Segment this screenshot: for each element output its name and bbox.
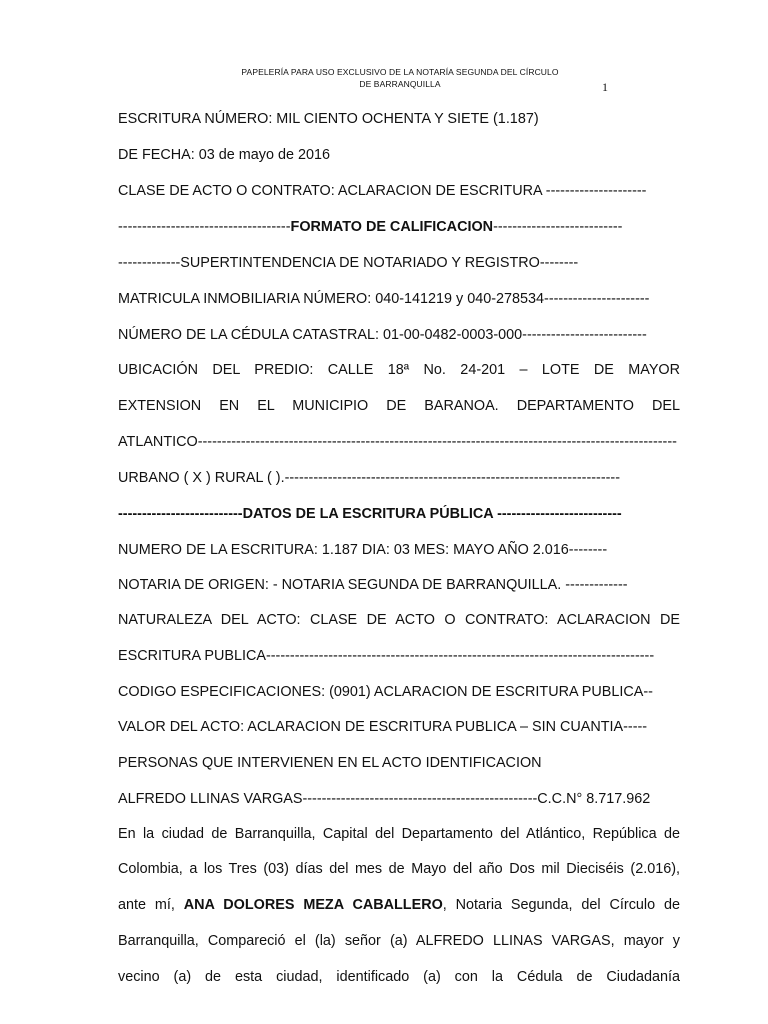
act-nature-line-2: ESCRITURA PUBLICA---------------------------------------------------------------------------------	[118, 648, 655, 664]
parties-header-line: PERSONAS QUE INTERVIENEN EN EL ACTO IDENTIFICACION	[118, 755, 542, 771]
deed-number-date-line: NUMERO DE LA ESCRITURA: 1.187 DIA: 03 MES: MAYO AÑO 2.016--------	[118, 542, 608, 558]
act-nature-line-1: NATURALEZA DEL ACTO: CLASE DE ACTO O CONTRATO: ACLARACION DE	[118, 612, 680, 628]
act-type-line: CLASE DE ACTO O CONTRATO: ACLARACION DE ESCRITURA ---------------------	[118, 183, 647, 199]
body-line-3: ante mí, ANA DOLORES MEZA CABALLERO, Notaria Segunda, del Círculo de	[118, 897, 680, 913]
body-line-2: Colombia, a los Tres (03) días del mes de Mayo del año Dos mil Dieciséis (2.016),	[118, 861, 680, 877]
letterhead-line-2: DE BARRANQUILLA	[359, 79, 441, 89]
property-location-line-3: ATLANTICO----------------------------------------------------------------------------------------------------	[118, 434, 677, 450]
specification-code-line: CODIGO ESPECIFICACIONES: (0901) ACLARACION DE ESCRITURA PUBLICA--	[118, 684, 653, 700]
deed-number-line: ESCRITURA NÚMERO: MIL CIENTO OCHENTA Y SIETE (1.187)	[118, 111, 539, 127]
urban-rural-line: URBANO ( X ) RURAL ( ).----------------------------------------------------------------------	[118, 470, 621, 486]
superintendency-line: -------------SUPERTINTENDENCIA DE NOTARIADO Y REGISTRO--------	[118, 255, 579, 271]
deed-date-line: DE FECHA: 03 de mayo de 2016	[118, 147, 330, 163]
act-value-line: VALOR DEL ACTO: ACLARACION DE ESCRITURA PUBLICA – SIN CUANTIA-----	[118, 719, 648, 735]
property-location-line-2: EXTENSION EN EL MUNICIPIO DE BARANOA. DEPARTAMENTO DEL	[118, 398, 680, 414]
body-line-5: vecino (a) de esta ciudad, identificado (a) con la Cédula de Ciudadanía	[118, 969, 680, 985]
body-line-4: Barranquilla, Compareció el (la) señor (a) ALFREDO LLINAS VARGAS, mayor y	[118, 933, 680, 949]
property-registration-line: MATRICULA INMOBILIARIA NÚMERO: 040-141219 y 040-278534----------------------	[118, 291, 650, 307]
party-row: ALFREDO LLINAS VARGAS-------------------------------------------------C.C.N° 8.717.962	[118, 791, 651, 807]
body-line-1: En la ciudad de Barranquilla, Capital del Departamento del Atlántico, República de	[118, 826, 680, 842]
deed-data-heading: --------------------------DATOS DE LA ESCRITURA PÚBLICA --------------------------	[118, 506, 622, 522]
property-location-line-1: UBICACIÓN DEL PREDIO: CALLE 18ª No. 24-201 – LOTE DE MAYOR	[118, 362, 680, 378]
letterhead-line-1: PAPELERÍA PARA USO EXCLUSIVO DE LA NOTARÍA SEGUNDA DEL CÍRCULO	[241, 67, 559, 77]
cadastral-number-line: NÚMERO DE LA CÉDULA CATASTRAL: 01-00-0482-0003-000--------------------------	[118, 327, 647, 343]
origin-notary-line: NOTARIA DE ORIGEN: - NOTARIA SEGUNDA DE BARRANQUILLA. -------------	[118, 577, 628, 593]
letterhead	[150, 66, 650, 90]
page-number: 1	[602, 80, 608, 94]
qualification-format-heading: ------------------------------------FORMATO DE CALIFICACION---------------------------	[118, 219, 623, 235]
